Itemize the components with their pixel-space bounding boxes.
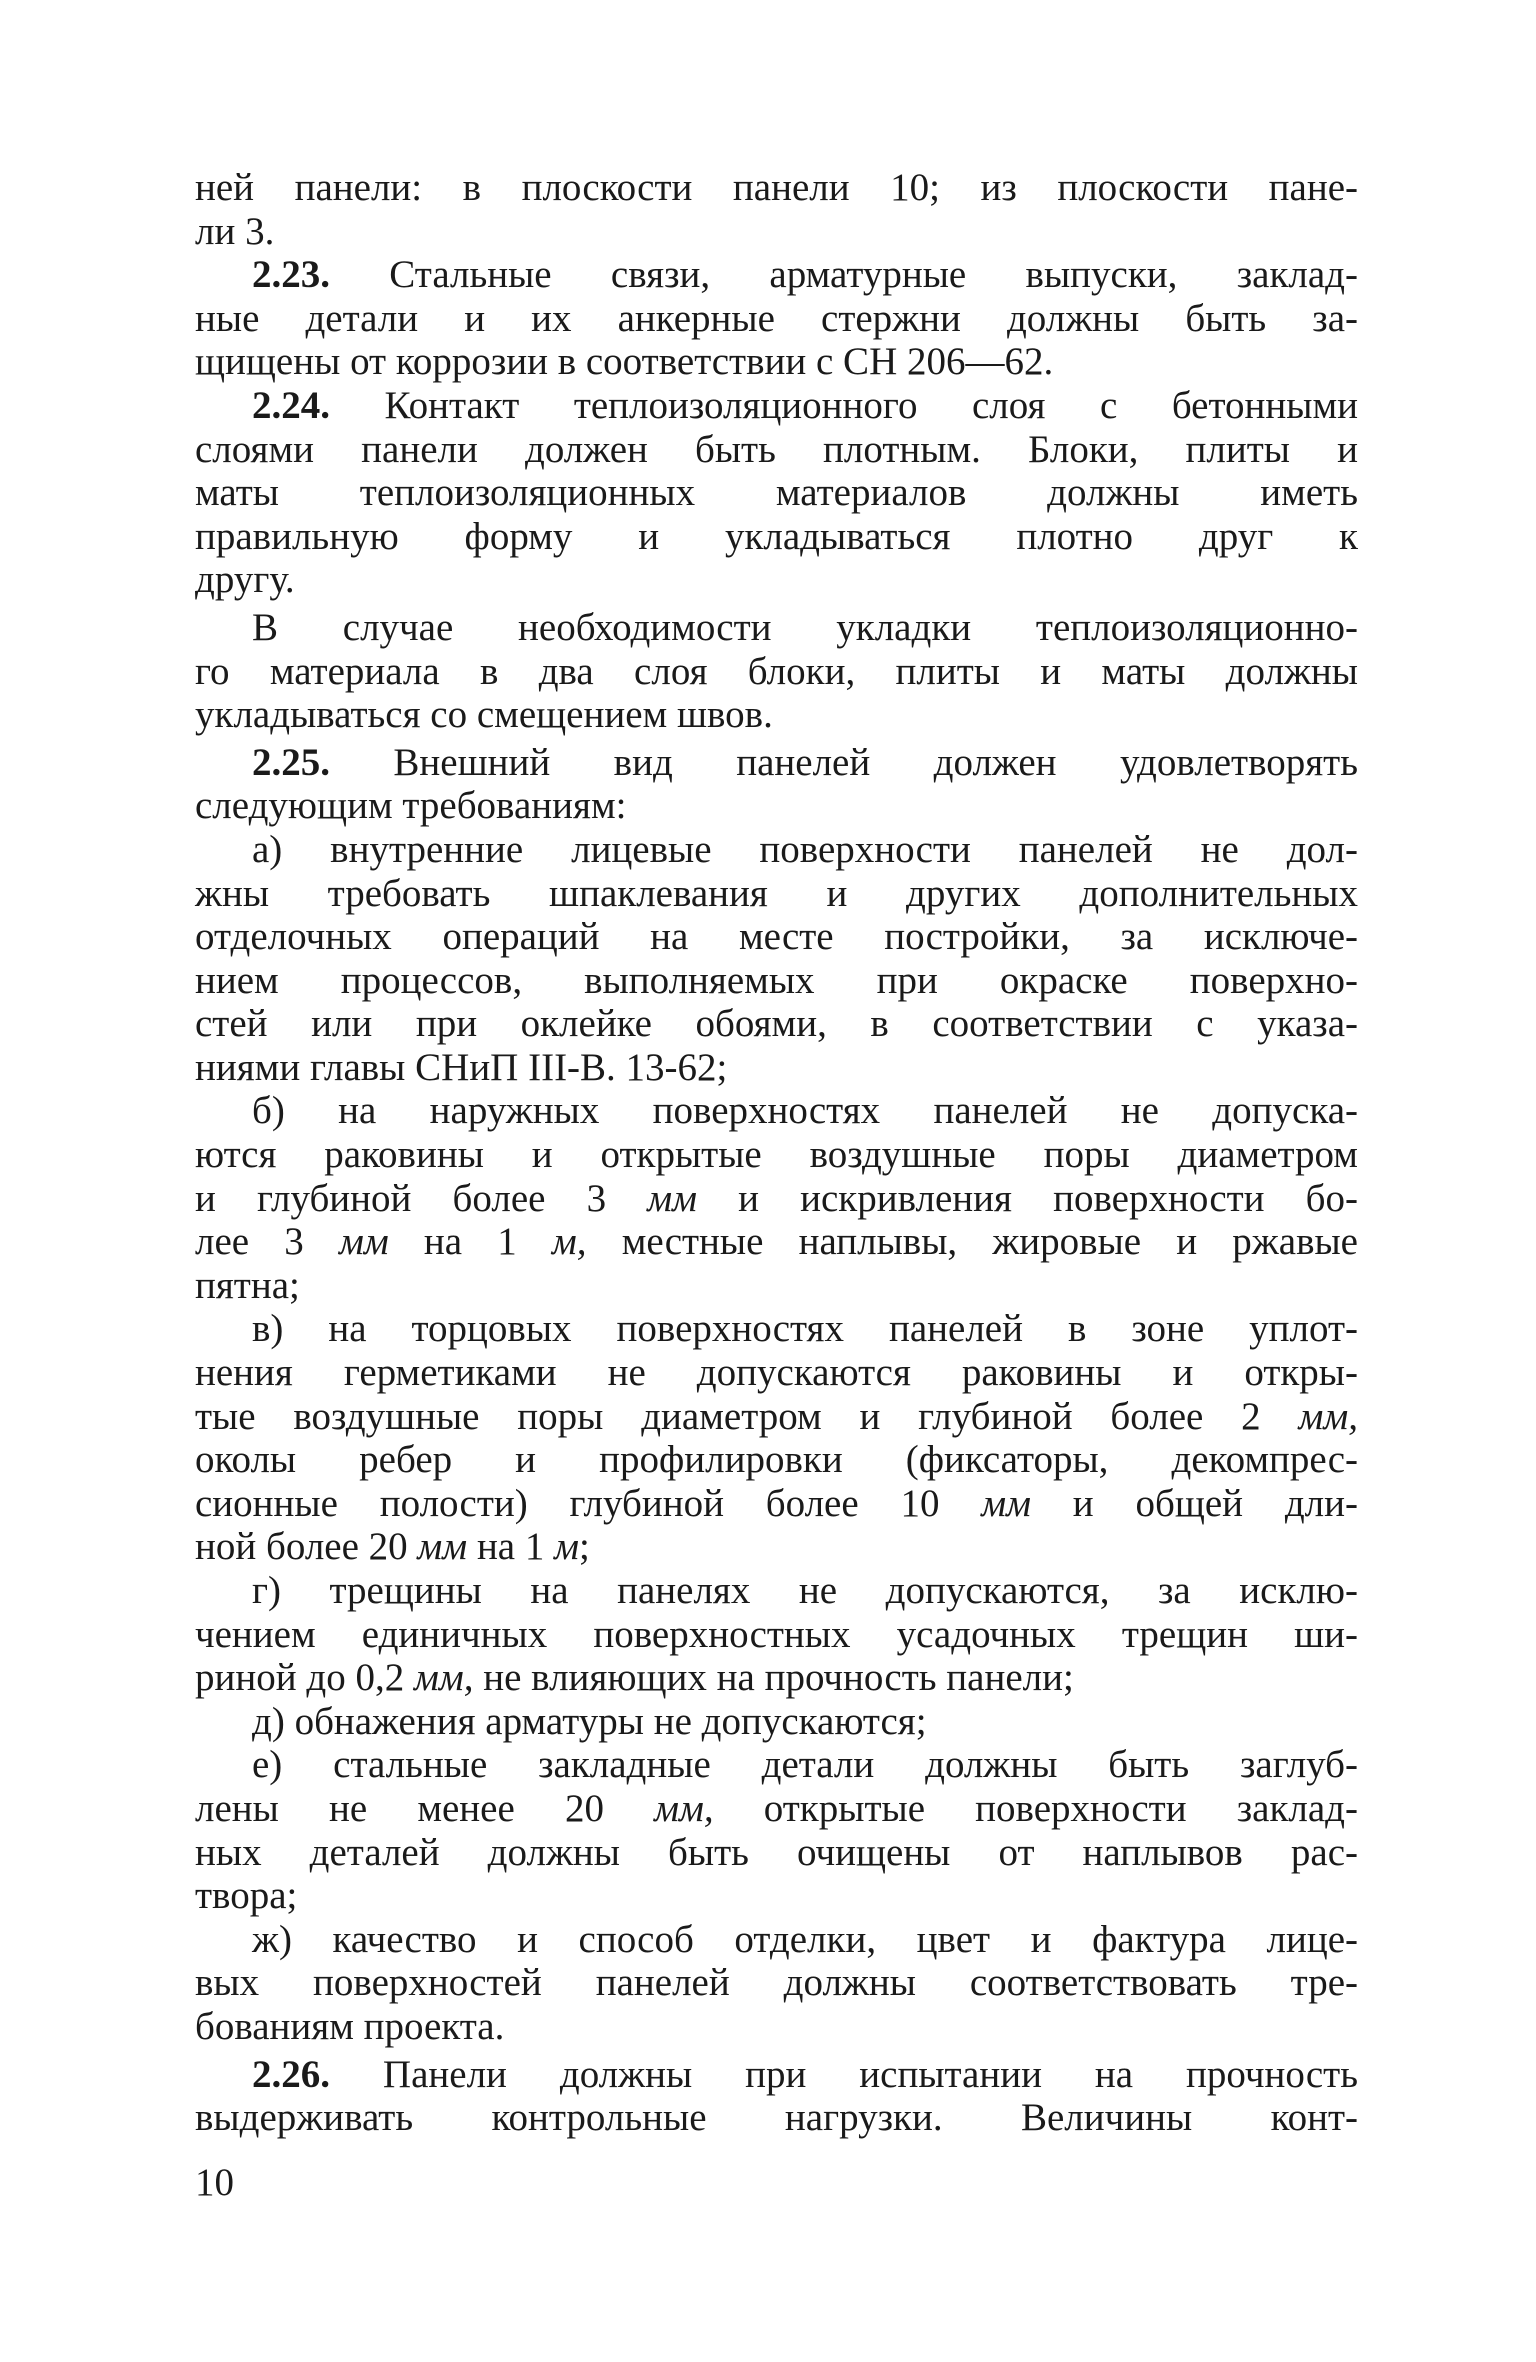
text-segment: ной более 20 (195, 1525, 418, 1569)
text-line: ные детали и их анкерные стержни должны быть за- (195, 296, 1358, 340)
text-line (195, 1656, 1358, 1700)
text-segment: лее 3 (195, 1220, 339, 1264)
unit-text: мм, (654, 1786, 714, 1830)
text-segment: ; (579, 1525, 590, 1569)
text-line: жны требовать шпаклевания и других дополнительных (195, 871, 1358, 915)
text-line: правильную форму и укладываться плотно друг к (195, 514, 1358, 558)
text-segment: Контакт теплоизоляционного слоя с бетонными (330, 383, 1358, 427)
text-line: твора; (195, 1874, 298, 1918)
page-body (195, 166, 1358, 2140)
text-line: б) на наружных поверхностях панелей не допуска- (252, 1089, 1358, 1133)
text-line (195, 1482, 1358, 1526)
unit-text: мм (647, 1176, 697, 1220)
text-line: нения герметиками не допускаются раковины и откры- (195, 1351, 1358, 1395)
text-line: нием процессов, выполняемых при окраске поверхно- (195, 958, 1358, 1002)
text-segment: не влияющих на прочность панели; (473, 1656, 1074, 1700)
text-segment: и искривления поверхности бо- (697, 1176, 1358, 1220)
text-line: маты теплоизоляционных материалов должны иметь (195, 471, 1358, 515)
paragraph (195, 1089, 1358, 1307)
text-line: околы ребер и профилировки (фиксаторы, декомпрес- (195, 1438, 1358, 1482)
text-line: другу. (195, 558, 295, 602)
paragraph (195, 1743, 1358, 1917)
text-line: е) стальные закладные детали должны быть заглуб- (252, 1743, 1358, 1787)
paragraph (195, 741, 1358, 828)
paragraph (195, 1307, 1358, 1569)
text-line: а) внутренние лицевые поверхности панелей не дол- (252, 827, 1358, 871)
paragraph (195, 828, 1358, 1090)
section-number: 2.23. (252, 253, 330, 297)
text-line: укладываться со смещением швов. (195, 693, 773, 737)
paragraph (195, 2053, 1358, 2140)
paragraph (195, 1569, 1358, 1700)
section-number: 2.26. (252, 2052, 330, 2096)
text-segment: Внешний вид панелей должен удовлетворять (330, 740, 1358, 784)
text-line: стей или при оклейке обоями, в соответствии с указа- (195, 1002, 1358, 1046)
paragraph (195, 253, 1358, 384)
unit-text: мм (417, 1525, 468, 1569)
text-segment: риной до 0,2 (195, 1656, 414, 1700)
unit-text: мм, (413, 1656, 474, 1700)
text-segment: открытые поверхности заклад- (713, 1786, 1358, 1830)
text-line (195, 253, 1358, 297)
text-line: ли 3. (195, 209, 275, 253)
text-segment: местные наплывы, жировые и ржавые (586, 1220, 1358, 1264)
paragraph (195, 1700, 1358, 1744)
text-line: го материала в два слоя блоки, плиты и маты должны (195, 649, 1358, 693)
text-line: чением единичных поверхностных усадочных трещин ши- (195, 1612, 1358, 1656)
paragraph (195, 1918, 1358, 2049)
paragraph (195, 384, 1358, 602)
unit-text: мм (338, 1220, 389, 1264)
text-line (195, 1787, 1358, 1831)
text-line: пятна; (195, 1263, 300, 1307)
text-line: выдерживать контрольные нагрузки. Величины конт- (195, 2096, 1358, 2140)
text-line: слоями панели должен быть плотным. Блоки, плиты и (195, 427, 1358, 471)
text-segment: сионные полости) глубиной более 10 (195, 1481, 982, 1525)
section-number: 2.25. (252, 740, 330, 784)
text-line: отделочных операций на месте постройки, за исключе- (195, 915, 1358, 959)
text-line (195, 1220, 1358, 1264)
text-line: г) трещины на панелях не допускаются, за исклю- (252, 1569, 1358, 1612)
text-line: ж) качество и способ отделки, цвет и фактура лице- (252, 1917, 1358, 1961)
page-number: 10 (195, 2161, 234, 2204)
text-segment: и общей дли- (1031, 1481, 1358, 1525)
text-line: ней панели: в плоскости панели 10; из плоскости пане- (195, 166, 1358, 209)
text-line: вых поверхностей панелей должны соответствовать тре- (195, 1961, 1358, 2005)
text-line: бованиям проекта. (195, 2004, 505, 2048)
text-segment: на 1 (388, 1220, 552, 1264)
unit-text: м (554, 1525, 580, 1569)
text-line: щищены от коррозии в соответствии с СН 206—62. (195, 340, 1054, 384)
text-line: ниями главы СНиП III-В. 13-62; (195, 1045, 728, 1089)
text-segment: на 1 (467, 1525, 555, 1569)
text-line (195, 384, 1358, 428)
text-segment: тые воздушные поры диаметром и глубиной более 2 (195, 1394, 1299, 1438)
text-line (195, 1525, 1358, 1569)
text-line (195, 1177, 1358, 1221)
text-line (195, 2053, 1358, 2097)
text-line: ных деталей должны быть очищены от наплывов рас- (195, 1830, 1358, 1874)
text-line: д) обнажения арматуры не допускаются; (252, 1699, 927, 1743)
text-line: в) на торцовых поверхностях панелей в зоне уплот- (252, 1307, 1358, 1351)
text-line (195, 741, 1358, 785)
section-number: 2.24. (252, 383, 330, 427)
text-segment: лены не менее 20 (195, 1786, 655, 1830)
text-line: следующим требованиям: (195, 784, 627, 828)
text-segment: Панели должны при испытании на прочность (330, 2052, 1358, 2096)
paragraph (195, 166, 1358, 253)
text-line (195, 1395, 1358, 1439)
text-segment: и глубиной более 3 (195, 1176, 648, 1220)
text-segment: Стальные связи, арматурные выпуски, заклад- (330, 253, 1358, 297)
paragraph (195, 606, 1358, 737)
text-line: ются раковины и открытые воздушные поры диаметром (195, 1133, 1358, 1177)
unit-text: мм, (1298, 1394, 1358, 1438)
unit-text: мм (981, 1481, 1032, 1525)
text-line: В случае необходимости укладки теплоизоляционно- (252, 605, 1358, 649)
unit-text: м, (551, 1220, 587, 1264)
